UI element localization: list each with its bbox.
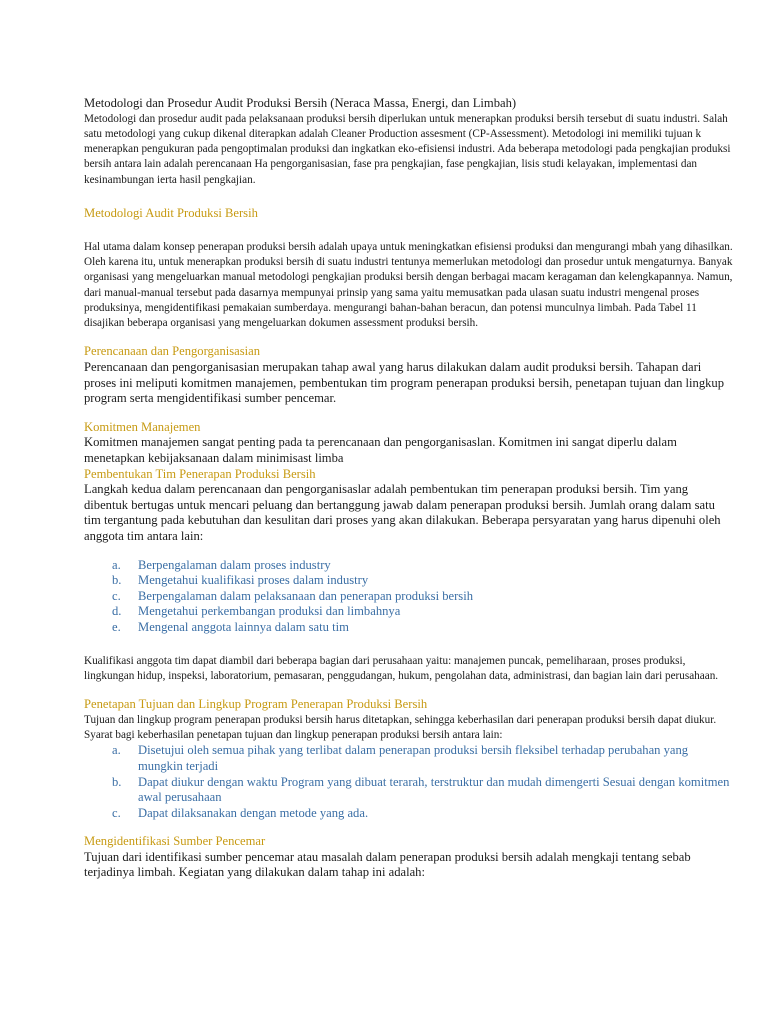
- section-heading-komitmen: Komitmen Manajemen: [84, 419, 201, 434]
- list-item-text: Mengetahui kualifikasi proses dalam industry: [138, 573, 369, 588]
- list-item: [84, 558, 734, 574]
- list-item: [84, 743, 734, 774]
- list-marker: b.: [112, 774, 122, 789]
- komitmen-paragraph: Komitmen manajemen sangat penting pada ta perencanaan dan pengorganisaslan. Komitmen ini sangat diperlu dalam menetapkan kebijaksanaan dalam minimisast limba: [84, 435, 677, 466]
- list-item-text: Berpengalaman dalam pelaksanaan dan penerapan produksi bersih: [138, 588, 474, 603]
- list-item-text: Mengetahui perkembangan produksi dan limbahnya: [138, 604, 401, 619]
- section-heading-perencanaan: Perencanaan dan Pengorganisasian: [84, 344, 261, 359]
- tim-requirements-list: [84, 558, 734, 636]
- keberhasilan-list: [84, 743, 734, 821]
- list-item: [84, 589, 734, 605]
- perencanaan-paragraph: Perencanaan dan pengorganisasian merupakan tahap awal yang harus dilakukan dalam audit produksi bersih. Tahapan dari proses ini meliputi komitmen manajemen, pembentukan tim program penerapan produksi bersih, penetapan tujuan dan lingkup program serta mengidentifikasi sumber pencemar.: [84, 360, 725, 406]
- list-item: [84, 775, 734, 806]
- list-marker: e.: [112, 619, 121, 634]
- identifikasi-paragraph: Tujuan dari identifikasi sumber pencemar atau masalah dalam penerapan produksi bersih adalah mengkaji tentang sebab terjadinya limbah. Kegiatan yang dilakukan dalam tahap ini adalah:: [84, 849, 691, 880]
- list-item-text: Dapat diukur dengan waktu Program yang dibuat terarah, terstruktur dan mudah dimengerti Sesuai dengan komitmen awal perusahaan: [138, 774, 730, 805]
- list-item-text: Berpengalaman dalam proses industry: [138, 557, 331, 572]
- section-heading-penetapan: Penetapan Tujuan dan Lingkup Program Penerapan Produksi Bersih: [84, 697, 428, 712]
- list-item: [84, 604, 734, 620]
- document-page: [84, 96, 734, 881]
- metodologi-paragraph: Hal utama dalam konsep penerapan produksi bersih adalah upaya untuk meningkatkan efisiensi produksi dan mengurangi mbah yang dihasilkan. Oleh karena itu, untuk menerapkan produksi bersih di suatu industri tentunya memerlukan metodologi dan prosedur untuk mengaturnya. Banyak organisasi yang mengeluarkan manual metodologi pengkajian produksi bersih dengan berbagai macam keragaman dan kelengkapannya. Namun, dari manual-manual tersebut pada dasarnya mempunyai prinsip yang sama yaitu memusatkan pada ulasan suatu industri mengenal proses produksinya, mengidentifikasi pemakaian sumberdaya. mengurangi bahan-bahan beracun, dan potensi munculnya limbah. Pada Tabel 11 disajikan beberapa organisasi yang mengeluarkan dokumen assessment produksi bersih.: [84, 240, 733, 330]
- section-heading-identifikasi: Mengidentifikasi Sumber Pencemar: [84, 834, 266, 849]
- list-marker: a.: [112, 557, 121, 572]
- list-item: [84, 620, 734, 636]
- list-marker: a.: [112, 743, 121, 758]
- section-heading-metodologi: Metodologi Audit Produksi Bersih: [84, 206, 258, 221]
- pembentukan-paragraph: Langkah kedua dalam perencanaan dan pengorganisaslar adalah pembentukan tim penerapan produksi bersih. Tim yang dibentuk bertugas untuk mencari peluang dan bertanggung jawab dalam penerapan produksi bersih. Jumlah orang dalam satu tim tergantung pada kebutuhan dan kesulitan dari proses yang akan dilakukan. Beberapa persyaratan yang harus dipenuhi oleh anggota tim antara lain:: [84, 482, 721, 543]
- list-marker: d.: [112, 604, 122, 619]
- list-marker: c.: [112, 805, 121, 820]
- list-item: [84, 573, 734, 589]
- intro-paragraph: Metodologi dan prosedur audit pada pelaksanaan produksi bersih diperlukan untuk menerapkan produksi bersih tersebut di suatu industri. Salah satu metodologi yang cukup dikenal diterapkan adalah Cleaner Production assesment (CP-Assessment). Metodologi ini memiliki tujuan k menerapkan pengukuran pada pengoptimalan produksi dan ingkatkan eko-efisiensi industri. Ada beberapa metodologi pada pengkajian produksi bersih antara lain adalah perencanaan Ha pengorganisasian, fase pra pengkajian, fase pengkajian, lisis studi kelayakan, implementasi dan kesinambungan ierta hasil pengkajian.: [84, 112, 731, 186]
- list-marker: b.: [112, 573, 122, 588]
- section-heading-pembentukan: Pembentukan Tim Penerapan Produksi Bersih: [84, 466, 316, 481]
- kualifikasi-paragraph: Kualifikasi anggota tim dapat diambil dari beberapa bagian dari perusahaan yaitu: manajemen puncak, pemeliharaan, proses produksi, lingkungan hidup, inspeksi, laboratorium, pemasaran, penggudangan, hukum, pengolahan data, administrasi, dan bagian lain dari perusahaan.: [84, 654, 719, 682]
- list-item-text: Disetujui oleh semua pihak yang terlibat dalam penerapan produksi bersih fleksibel terhadap perubahan yang mungkin terjadi: [138, 743, 689, 773]
- list-item-text: Mengenal anggota lainnya dalam satu tim: [138, 619, 349, 634]
- document-title: Metodologi dan Prosedur Audit Produksi Bersih (Neraca Massa, Energi, dan Limbah): [84, 96, 517, 110]
- list-marker: c.: [112, 588, 121, 603]
- list-item-text: Dapat dilaksanakan dengan metode yang ada.: [138, 805, 369, 820]
- penetapan-paragraph: Tujuan dan lingkup program penerapan produksi bersih harus ditetapkan, sehingga keberhasilan dari penerapan produksi bersih dapat diukur. Syarat bagi keberhasilan penetapan tujuan dan lingkup penerapan produksi bersih antara lain:: [84, 713, 717, 742]
- list-item: [84, 806, 734, 822]
